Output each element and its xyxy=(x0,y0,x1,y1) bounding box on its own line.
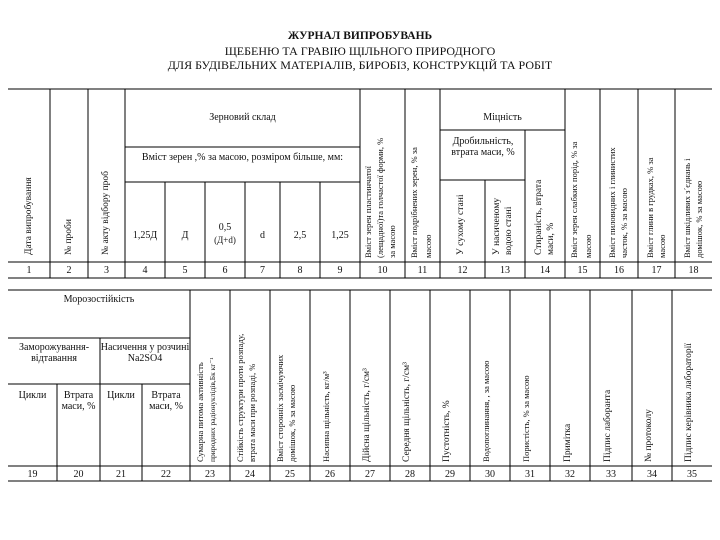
col-number: 33 xyxy=(606,469,616,480)
col-number: 14 xyxy=(540,265,550,276)
header-flaky-2: (лещадної)та голчастої форми, % xyxy=(375,137,385,258)
header-wet-state-2: водою стані xyxy=(504,206,514,255)
header-radioactivity-2: природних радіонуклідів,Бк кг⁻¹ xyxy=(208,357,217,462)
col-number: 20 xyxy=(73,469,84,480)
size-1-25: 1,25 xyxy=(331,230,349,241)
size-d-plus-d: (Д+d) xyxy=(214,235,236,245)
header-average-density: Середня щільність, г/см³ xyxy=(402,362,412,462)
header-true-density: Дійсна щільність, г/см³ xyxy=(362,368,372,462)
journal-subtitle-1: ЩЕБЕНЮ ТА ГРАВІЮ ЩІЛЬНОГО ПРИРОДНОГО xyxy=(224,44,496,58)
header-sample-number: № проби xyxy=(64,219,74,255)
col-number: 29 xyxy=(445,469,455,480)
header-flaky-3: за масою xyxy=(387,225,397,258)
header-act-number: № акту відбору проб xyxy=(101,170,111,255)
header-dust-1: Вміст пиловидних і глинистих xyxy=(607,147,617,258)
header-bulk-density: Насипна щільність, кг/м³ xyxy=(321,371,331,462)
header-voids: Пустотність, % xyxy=(442,400,452,462)
header-harmful-1: Вміст шкідливих з´єднань і xyxy=(682,158,692,258)
col-number: 5 xyxy=(182,265,188,276)
header-saturation: Насичення у розчині Na2SO4 xyxy=(100,342,190,364)
col-number: 27 xyxy=(365,469,375,480)
size-d-lower: d xyxy=(260,230,265,241)
size-1-25d: 1,25Д xyxy=(132,230,158,241)
header-loss-2: Втрата маси, % xyxy=(149,390,183,412)
col-number: 25 xyxy=(285,469,295,480)
col-number: 10 xyxy=(377,265,388,276)
header-crushed-1: Вміст подрібнених зерен, % за xyxy=(409,147,419,258)
header-strength: Міцність xyxy=(483,112,522,123)
header-loss-1: Втрата маси, % xyxy=(61,390,96,412)
col-number: 19 xyxy=(27,469,38,480)
col-number: 23 xyxy=(205,469,215,480)
header-stability-2: втрата маси при розпаді, % xyxy=(247,363,257,462)
size-d-upper: Д xyxy=(181,230,189,241)
col-number: 22 xyxy=(161,469,171,480)
col-number: 3 xyxy=(104,265,109,276)
header-protocol-number: № протоколу xyxy=(644,409,654,462)
col-number: 32 xyxy=(565,469,575,480)
col-number: 18 xyxy=(688,265,699,276)
header-clay-2: масою xyxy=(657,234,667,258)
header-note: Примітка xyxy=(563,423,573,462)
header-frost-resistance: Морозостійкість xyxy=(63,294,135,305)
header-harmful-2: домішок, % за масою xyxy=(694,180,704,258)
header-head-signature: Підпис керівника лабораторії xyxy=(684,343,694,462)
col-number: 1 xyxy=(26,265,32,276)
header-porosity: Пористість, % за масою xyxy=(521,375,531,462)
col-number: 7 xyxy=(260,265,265,276)
header-dry-state: У сухому стані xyxy=(456,194,466,255)
col-number: 31 xyxy=(525,469,535,480)
header-foreign-2: домішок, % за масою xyxy=(287,384,297,462)
header-foreign-1: Вміст сторонніх засмічуючих xyxy=(275,354,285,462)
col-number: 4 xyxy=(142,265,148,276)
header-wet-state-1: У насиченому xyxy=(492,197,502,255)
header-crushability: Дробильність, втрата маси, % xyxy=(451,136,515,158)
col-number: 30 xyxy=(485,469,495,480)
header-cycles-1: Цикли xyxy=(18,390,47,401)
col-number: 24 xyxy=(245,469,255,480)
col-number: 11 xyxy=(417,265,428,276)
col-number: 8 xyxy=(297,265,303,276)
col-number: 9 xyxy=(337,265,343,276)
header-abrasion-1: Стираність, втрата xyxy=(534,179,544,255)
col-number: 16 xyxy=(614,265,624,276)
header-grain-content: Вміст зерен ,% за масою, розміром більше, мм: xyxy=(141,152,344,163)
header-crushed-2: масою xyxy=(423,234,433,258)
col-number: 35 xyxy=(687,469,697,480)
header-flaky-1: Вміст зерен пластинчатої xyxy=(363,165,373,258)
header-radioactivity-1: Сумарна питома активність xyxy=(195,362,205,462)
col-number: 17 xyxy=(651,265,662,276)
journal-subtitle-2: ДЛЯ БУДІВЕЛЬНИХ МАТЕРІАЛІВ, БИРОБІЗ, КОНСТРУКЦІЙ ТА РОБІТ xyxy=(167,58,553,72)
col-number: 13 xyxy=(500,265,510,276)
header-date: Дата випробування xyxy=(24,177,34,255)
col-number: 15 xyxy=(577,265,588,276)
header-weak-2: масою xyxy=(583,234,593,258)
col-number: 21 xyxy=(116,469,126,480)
header-clay-1: Вміст глини в грудках, % за xyxy=(645,157,655,258)
size-2-5: 2,5 xyxy=(293,230,307,241)
col-number: 2 xyxy=(66,265,72,276)
header-stability-1: Стійкість структури проти розпаду, xyxy=(235,333,245,462)
header-grain-composition: Зерновий склад xyxy=(209,112,276,123)
col-number: 12 xyxy=(457,265,468,276)
header-weak-1: Вміст зерен слабких порід, % за xyxy=(569,141,579,258)
size-0-5: 0,5 xyxy=(218,222,232,233)
col-number: 28 xyxy=(405,469,415,480)
col-number: 26 xyxy=(325,469,335,480)
header-freeze-thaw: Заморожування-відтавання xyxy=(18,342,90,364)
col-number: 6 xyxy=(222,265,228,276)
header-abrasion-2: маси, % xyxy=(546,222,556,255)
header-water-absorption: Водопоглинання, , за масою xyxy=(481,360,491,462)
col-number: 34 xyxy=(647,469,657,480)
journal-title: ЖУРНАЛ ВИПРОБУВАНЬ xyxy=(287,30,433,42)
header-cycles-2: Цикли xyxy=(107,390,135,401)
header-dust-2: часток, % за масою xyxy=(619,188,629,258)
header-lab-signature: Підпис лаборанта xyxy=(603,389,613,462)
